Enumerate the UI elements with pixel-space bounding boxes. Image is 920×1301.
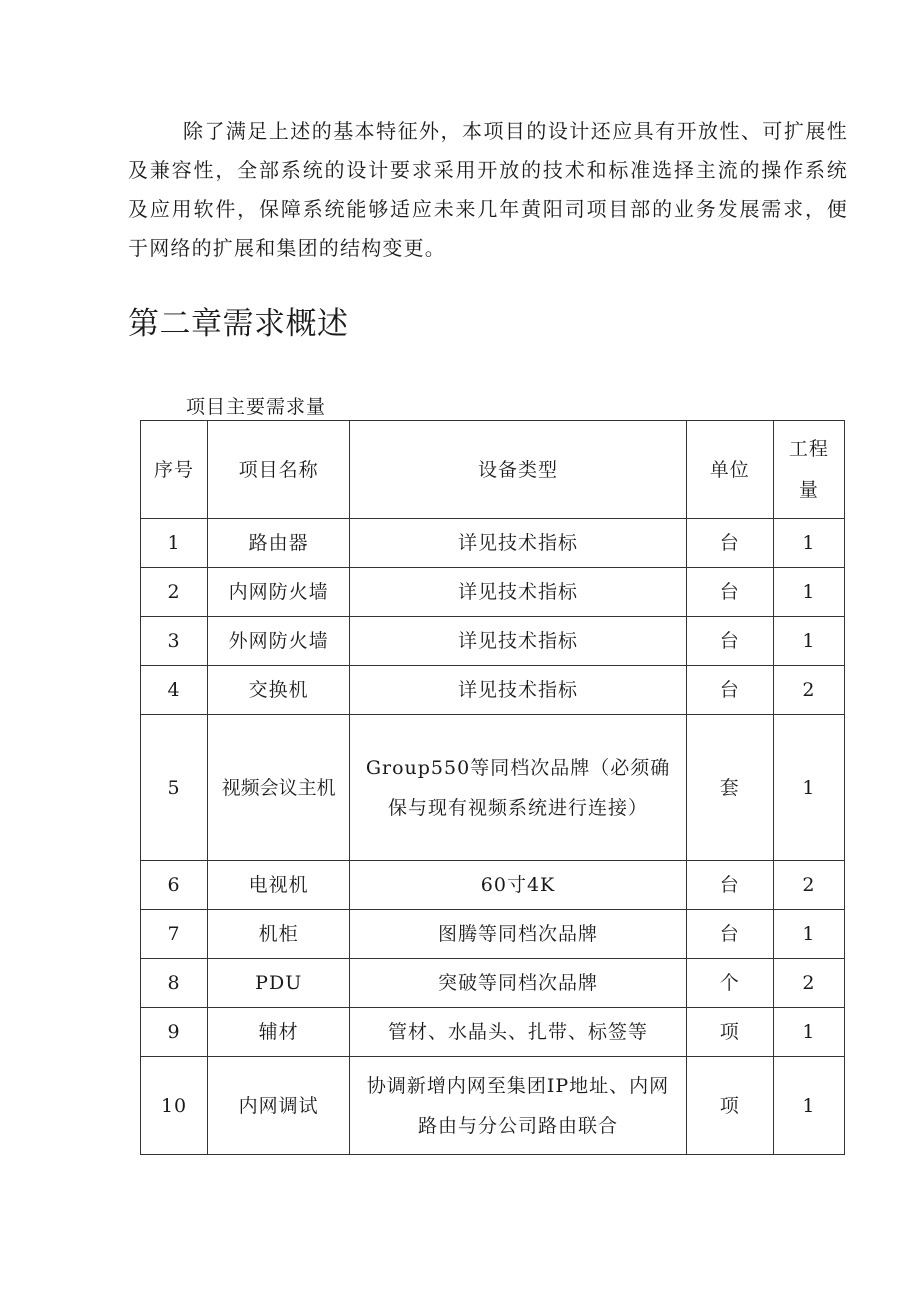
header-qty: 工程量 xyxy=(773,421,844,519)
cell-type: 详见技术指标 xyxy=(350,568,686,617)
cell-unit: 项 xyxy=(686,1057,773,1155)
requirements-table xyxy=(140,420,845,1155)
table-header-row xyxy=(141,421,845,519)
cell-type: 详见技术指标 xyxy=(350,666,686,715)
cell-seq: 7 xyxy=(141,910,208,959)
table-row xyxy=(141,1057,845,1155)
cell-type: 突破等同档次品牌 xyxy=(350,959,686,1008)
cell-unit: 台 xyxy=(686,617,773,666)
cell-unit: 台 xyxy=(686,519,773,568)
header-name: 项目名称 xyxy=(208,421,350,519)
cell-name: 辅材 xyxy=(208,1008,350,1057)
table-row xyxy=(141,959,845,1008)
cell-qty: 2 xyxy=(773,861,844,910)
cell-qty: 1 xyxy=(773,519,844,568)
cell-qty: 1 xyxy=(773,617,844,666)
cell-type: 详见技术指标 xyxy=(350,519,686,568)
cell-qty: 1 xyxy=(773,1008,844,1057)
cell-type: 管材、水晶头、扎带、标签等 xyxy=(350,1008,686,1057)
cell-unit: 个 xyxy=(686,959,773,1008)
table-row xyxy=(141,715,845,861)
cell-qty: 1 xyxy=(773,715,844,861)
cell-seq: 5 xyxy=(141,715,208,861)
cell-seq: 2 xyxy=(141,568,208,617)
header-seq: 序号 xyxy=(141,421,208,519)
cell-qty: 1 xyxy=(773,568,844,617)
cell-name: 内网防火墙 xyxy=(208,568,350,617)
cell-seq: 8 xyxy=(141,959,208,1008)
table-row xyxy=(141,568,845,617)
table-caption: 项目主要需求量 xyxy=(186,396,327,418)
cell-name: 电视机 xyxy=(208,861,350,910)
cell-seq: 10 xyxy=(141,1057,208,1155)
table-row xyxy=(141,617,845,666)
cell-seq: 3 xyxy=(141,617,208,666)
intro-paragraph: 除了满足上述的基本特征外，本项目的设计还应具有开放性、可扩展性及兼容性，全部系统的设计要求采用开放的技术和标准选择主流的操作系统及应用软件，保障系统能够适应未来几年黄阳司项目部的业务发展需求，便于网络的扩展和集团的结构变更。 xyxy=(128,119,848,260)
table-row xyxy=(141,910,845,959)
cell-type: Group550等同档次品牌（必须确保与现有视频系统进行连接） xyxy=(350,715,686,861)
table-row xyxy=(141,519,845,568)
cell-name: 外网防火墙 xyxy=(208,617,350,666)
header-unit: 单位 xyxy=(686,421,773,519)
cell-name: 机柜 xyxy=(208,910,350,959)
cell-name: 路由器 xyxy=(208,519,350,568)
chapter-heading: 第二章需求概述 xyxy=(128,306,349,342)
cell-type: 60寸4K xyxy=(350,861,686,910)
cell-qty: 1 xyxy=(773,1057,844,1155)
cell-type: 协调新增内网至集团IP地址、内网路由与分公司路由联合 xyxy=(350,1057,686,1155)
cell-unit: 台 xyxy=(686,910,773,959)
cell-qty: 1 xyxy=(773,910,844,959)
cell-type: 详见技术指标 xyxy=(350,617,686,666)
cell-qty: 2 xyxy=(773,666,844,715)
header-type: 设备类型 xyxy=(350,421,686,519)
cell-seq: 9 xyxy=(141,1008,208,1057)
table-row xyxy=(141,1008,845,1057)
cell-seq: 4 xyxy=(141,666,208,715)
cell-name: 交换机 xyxy=(208,666,350,715)
cell-name: 内网调试 xyxy=(208,1057,350,1155)
table-row xyxy=(141,861,845,910)
cell-name: 视频会议主机 xyxy=(208,715,350,861)
cell-qty: 2 xyxy=(773,959,844,1008)
cell-type: 图腾等同档次品牌 xyxy=(350,910,686,959)
cell-unit: 台 xyxy=(686,666,773,715)
cell-unit: 台 xyxy=(686,568,773,617)
cell-unit: 台 xyxy=(686,861,773,910)
table-row xyxy=(141,666,845,715)
cell-seq: 6 xyxy=(141,861,208,910)
cell-unit: 项 xyxy=(686,1008,773,1057)
cell-name: PDU xyxy=(208,959,350,1008)
cell-unit: 套 xyxy=(686,715,773,861)
cell-seq: 1 xyxy=(141,519,208,568)
